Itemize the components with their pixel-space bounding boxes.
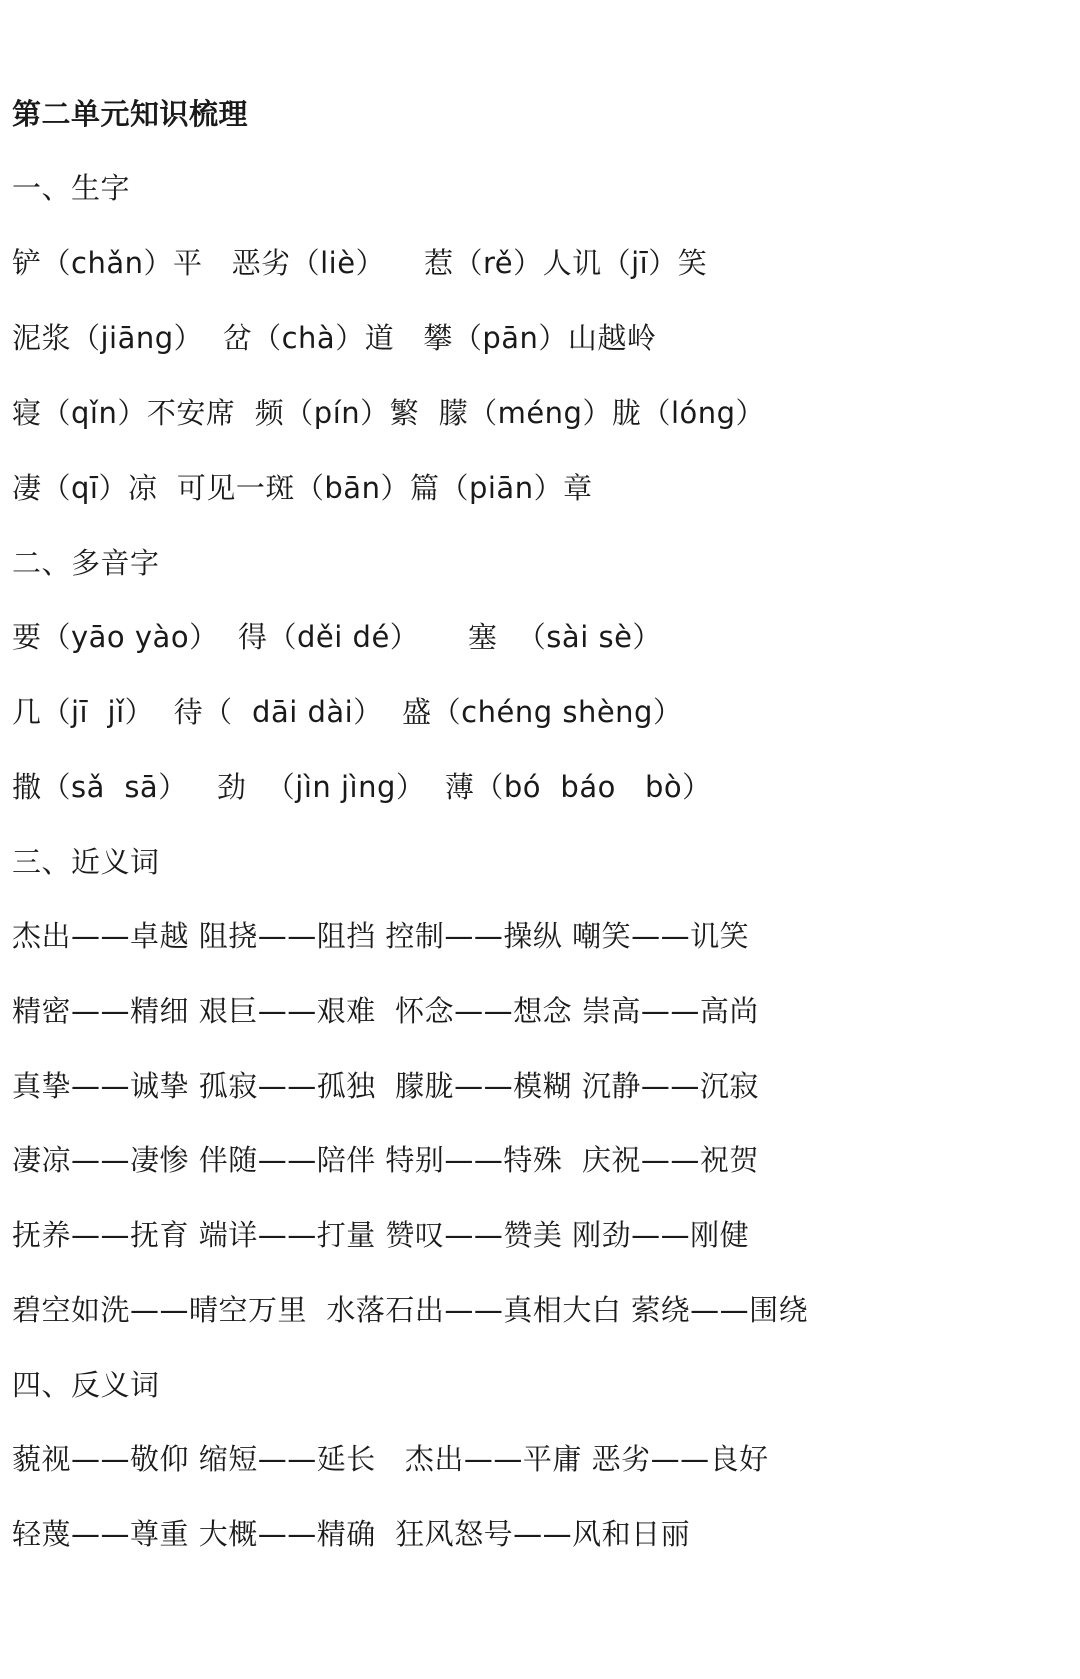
section-heading-4: 四、反义词 <box>12 1368 160 1402</box>
text-line: 寝（qǐn）不安席 频（pín）繁 朦（méng）胧（lóng） <box>12 396 766 430</box>
text-line: 几（jī jǐ） 待（ dāi dài） 盛（chéng shèng） <box>12 695 683 729</box>
text-line: 精密——精细 艰巨——艰难 怀念——想念 崇高——高尚 <box>12 994 759 1028</box>
text-line: 凄凉——凄惨 伴随——陪伴 特别——特殊 庆祝——祝贺 <box>12 1143 759 1177</box>
text-line: 撒（sǎ sā） 劲 （jìn jìng） 薄（bó báo bò） <box>12 770 712 804</box>
section-heading-3: 三、近义词 <box>12 845 160 879</box>
text-line: 铲（chǎn）平 恶劣（liè） 惹（rě）人讥（jī）笑 <box>12 246 708 280</box>
text-line: 要（yāo yào） 得（děi dé） 塞 （sài sè） <box>12 620 662 654</box>
text-line: 藐视——敬仰 缩短——延长 杰出——平庸 恶劣——良好 <box>12 1442 769 1476</box>
text-line: 泥浆（jiāng） 岔（chà）道 攀（pān）山越岭 <box>12 321 657 355</box>
text-line: 真挚——诚挚 孤寂——孤独 朦胧——模糊 沉静——沉寂 <box>12 1069 759 1103</box>
section-heading-1: 一、生字 <box>12 171 131 205</box>
text-line: 抚养——抚育 端详——打量 赞叹——赞美 刚劲——刚健 <box>12 1218 750 1252</box>
document-title: 第二单元知识梳理 <box>12 97 249 131</box>
text-line: 碧空如洗——晴空万里 水落石出——真相大白 萦绕——围绕 <box>12 1293 809 1327</box>
section-heading-2: 二、多音字 <box>12 546 160 580</box>
text-line: 轻蔑——尊重 大概——精确 狂风怒号——风和日丽 <box>12 1517 691 1551</box>
text-line: 杰出——卓越 阻挠——阻挡 控制——操纵 嘲笑——讥笑 <box>12 919 750 953</box>
text-line: 凄（qī）凉 可见一斑（bān）篇（piān）章 <box>12 471 593 505</box>
